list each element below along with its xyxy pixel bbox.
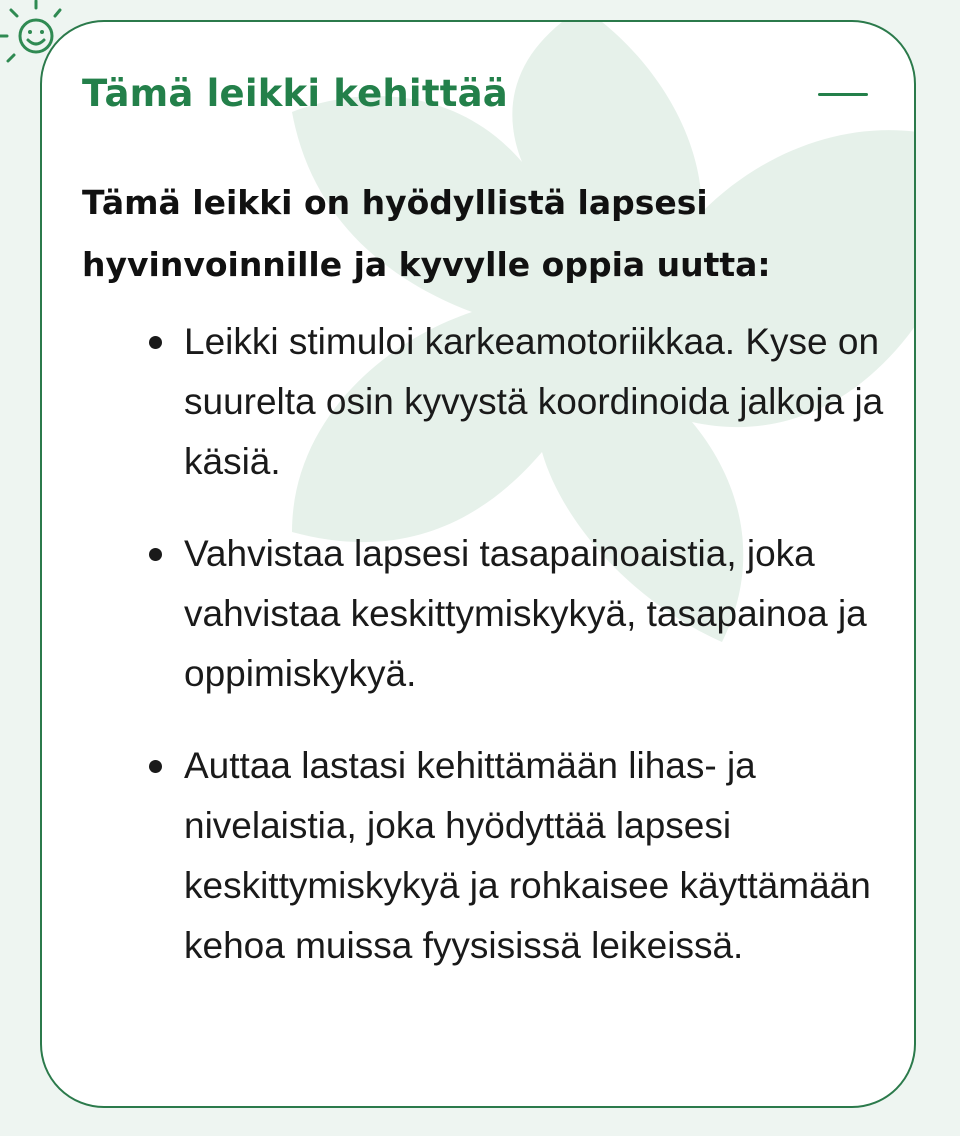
benefit-list bbox=[184, 312, 884, 1008]
intro-text: Tämä leikki on hyödyllistä lapsesi hyvinvoinnille ja kyvylle oppia uutta: bbox=[82, 183, 771, 284]
list-item-text: Leikki stimuloi karkeamotoriikkaa. Kyse on suurelta osin kyvystä koordinoida jalkoja ja käsiä. bbox=[184, 321, 884, 482]
bullet-icon bbox=[149, 548, 162, 561]
list-item bbox=[184, 524, 884, 704]
list-item-text: Auttaa lastasi kehittämään lihas- ja nivelaistia, joka hyödyttää lapsesi keskittymiskykyä ja rohkaisee käyttämään kehoa muissa fyysisissä leikeissä. bbox=[184, 745, 871, 966]
list-item-text: Vahvistaa lapsesi tasapainoaistia, joka vahvistaa keskittymiskykyä, tasapainoa ja oppimiskykyä. bbox=[184, 533, 867, 694]
info-card bbox=[40, 20, 916, 1108]
card-header[interactable] bbox=[82, 66, 874, 122]
bullet-icon bbox=[149, 336, 162, 349]
collapse-button[interactable] bbox=[818, 66, 874, 122]
card-title: Tämä leikki kehittää bbox=[82, 72, 508, 115]
list-item bbox=[184, 312, 884, 492]
list-item bbox=[184, 736, 884, 976]
minus-icon bbox=[818, 93, 868, 96]
bullet-icon bbox=[149, 760, 162, 773]
